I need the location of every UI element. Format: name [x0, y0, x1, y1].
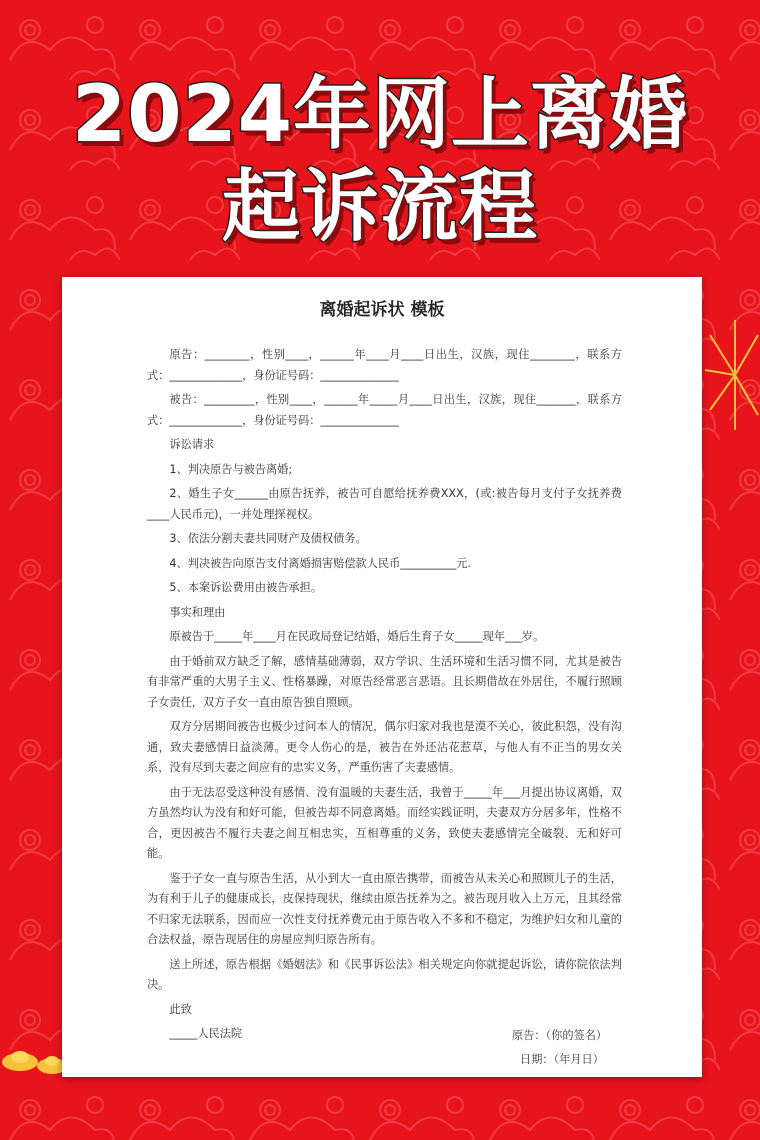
- claim-item: 2、婚生子女______由原告抚养，被告可自愿给抚养费XXX，(或:被告每月支付子女抚养费____人民币元)，一并处理探视权。: [147, 487, 622, 521]
- facts-paragraph: 由于无法忍受这种没有感情、没有温暖的夫妻生活，我曾于_____年___月提出协议离婚，双方虽然均认为没有和好可能，但被告却不同意离婚。而经实践证明，夫妻双方分居多年，性格不合，更因被告不履行夫妻之间互相忠实，互相尊重的义务，致使夫妻感情完全破裂、无和好可能。: [147, 785, 622, 860]
- claim-item: 3、依法分割夫妻共同财产及债权债务。: [169, 532, 367, 545]
- plaintiff-info: 原告：________，性别____，______年____月____日出生，汉族，现住________，联系方式：_____________，身份证号码：______________: [147, 348, 622, 382]
- firework-icon: [700, 310, 760, 440]
- document-title: 离婚起诉状 模板: [319, 300, 445, 320]
- claim-item: 5、本案诉讼费用由被告承担。: [169, 581, 322, 594]
- facts-paragraph: 原被告于_____年____月在民政局登记结婚，婚后生育子女_____现年___岁。: [169, 630, 545, 643]
- claim-item: 4、判决被告向原告支付离婚损害赔偿款人民币__________元.: [169, 556, 471, 570]
- facts-heading: 事实和理由: [169, 605, 226, 619]
- claim-item: 1、判决原告与被告离婚;: [169, 462, 293, 476]
- facts-paragraph: 鉴于子女一直与原告生活，从小到大一直由原告携带，而被告从未关心和照顾儿子的生活，为有利于儿子的健康成长，皮保持现状，继续由原告抚养为之。被告现月收入上万元，且其经常不归家无法联系，因而应一次性支付抚养费元由于原告收入不多和不稳定，为维护妇女和儿童的合法权益，原告现居住的房屋应判归原告所有。: [147, 871, 622, 946]
- court-name: _____人民法院: [169, 1027, 243, 1040]
- poster-title-line2: 起诉流程: [221, 162, 538, 252]
- poster-title-line1: 2024年网上离婚: [71, 70, 689, 160]
- gold-ingot-icon: [0, 1040, 70, 1080]
- closing-salutation: 此致: [169, 1002, 192, 1016]
- facts-paragraph: 双方分居期间被告也极少过问本人的情况，偶尔归家对我也是漠不关心，彼此积怨，没有沟通，致夫妻感情日益淡薄。更令人伤心的是，被告在外还沾花惹草，与他人有不正当的男女关系，没有尽到夫妻之间应有的忠实义务，严重伤害了夫妻感情。: [147, 720, 622, 774]
- date-line: 日期：（年月日）: [520, 1053, 604, 1066]
- defendant-info: 被告：_________，性别____，______年_____月____日出生，汉族，现住_______，联系方式：_____________，身份证号码：______________: [147, 393, 622, 427]
- document-body: [147, 345, 622, 1049]
- document-paper: [62, 277, 702, 1077]
- facts-paragraph: 送上所述，原告根据《婚姻法》和《民事诉讼法》相关规定向你就提起诉讼，请你院依法判决。: [147, 957, 622, 991]
- facts-paragraph: 由于婚前双方缺乏了解，感情基础薄弱，双方学识、生活环境和生活习惯不同，尤其是被告有非常严重的大男子主义、性格暴躁，对原告经常恶言恶语。且长期借故在外居住，不履行照顾子女责任，双方子女一直由原告独自照顾。: [147, 654, 622, 709]
- signature-line: 原告：（你的签名）: [512, 1029, 608, 1042]
- claims-heading: 诉讼请求: [169, 438, 215, 451]
